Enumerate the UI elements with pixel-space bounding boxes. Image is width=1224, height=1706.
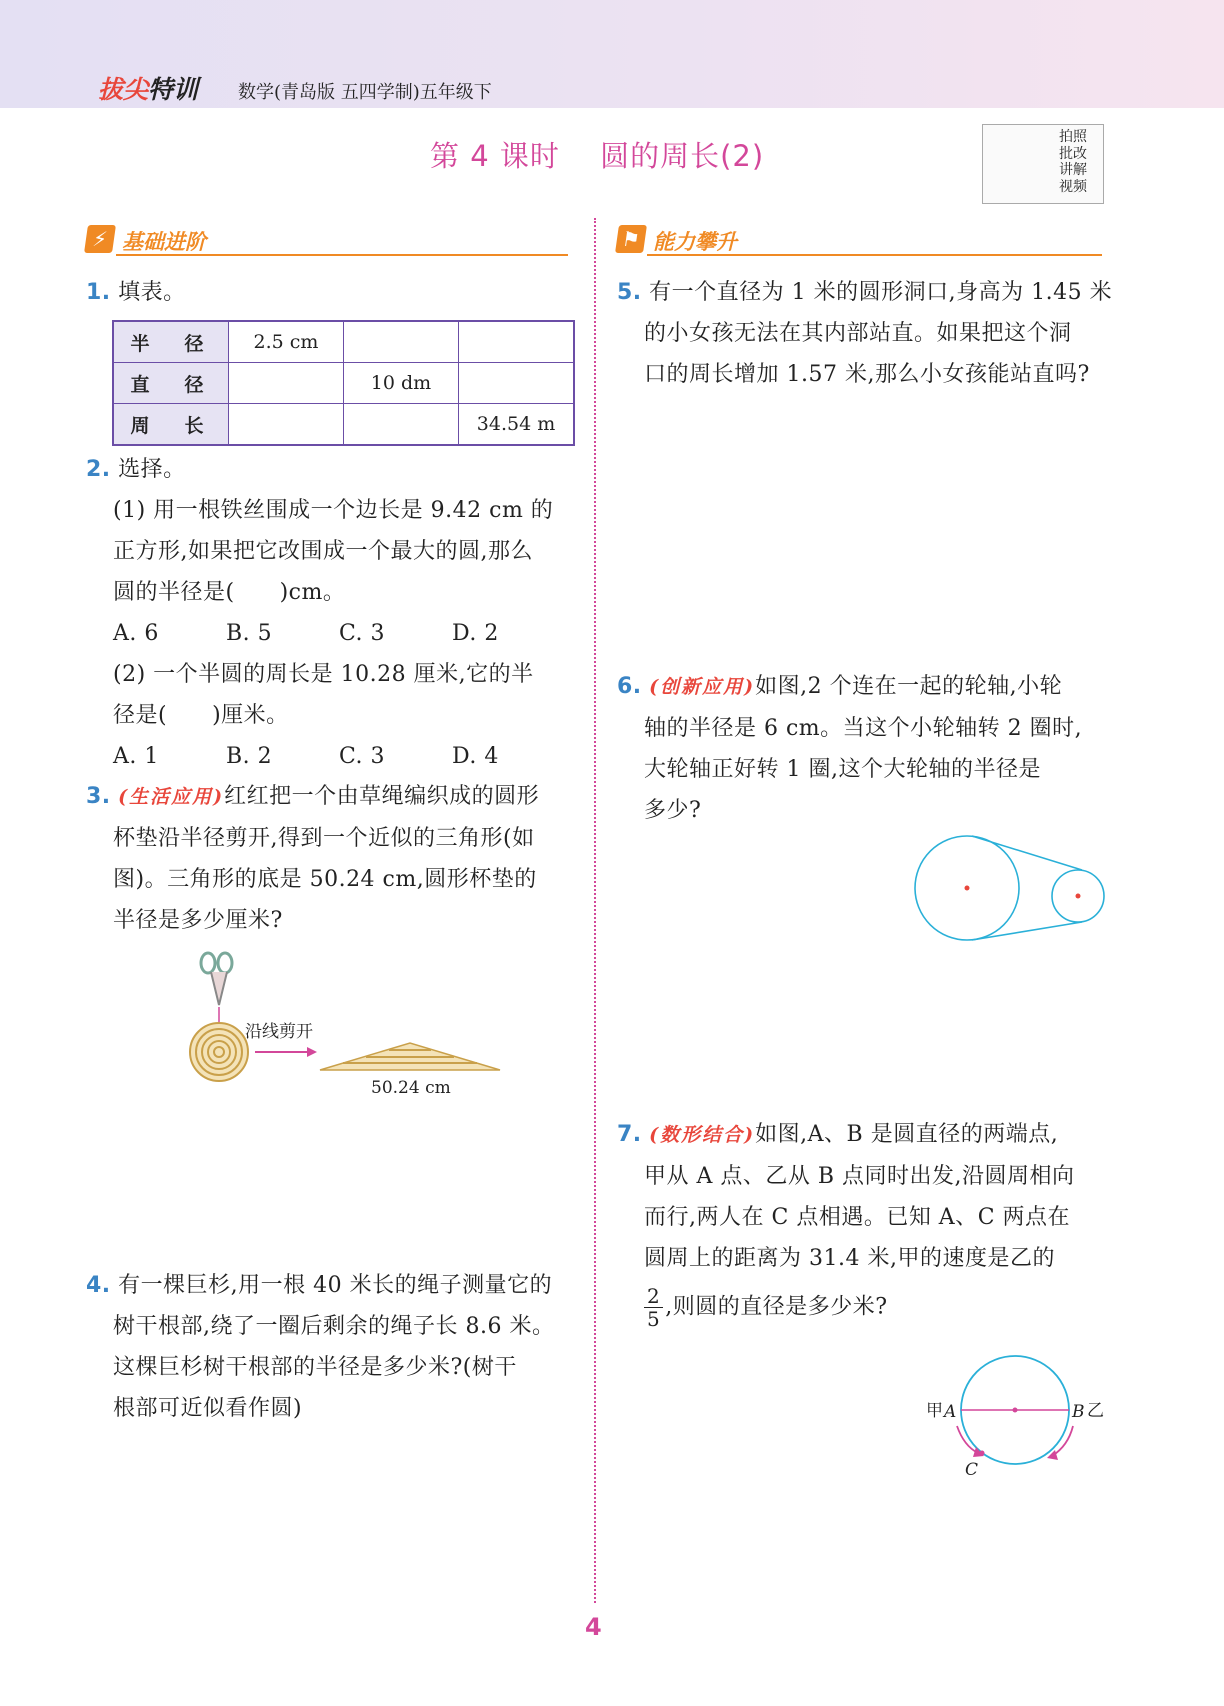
question-1	[86, 272, 576, 313]
question-number: 5.	[617, 280, 642, 305]
coaster-circle	[190, 1023, 248, 1081]
arrow-head	[307, 1047, 317, 1057]
table-cell[interactable]	[459, 363, 575, 404]
question-title: 填表。	[118, 280, 186, 305]
book-info: 数学(青岛版 五四学制)五年级下	[238, 82, 492, 103]
label-yi: 乙	[1087, 1401, 1104, 1421]
table-row	[113, 321, 574, 363]
row-header: 半 径	[113, 321, 229, 363]
question-title: 选择。	[118, 457, 186, 482]
question-text: 杯垫沿半径剪开,得到一个近似的三角形(如	[113, 826, 535, 851]
table-cell[interactable]	[229, 404, 344, 446]
runner-icon: ⚡	[84, 225, 116, 253]
question-text: 有一个直径为 1 米的圆形洞口,身高为 1.45 米	[649, 280, 1113, 305]
coaster-figure	[175, 945, 515, 1098]
fraction-denominator: 5	[647, 1307, 661, 1331]
label-c: C	[965, 1460, 979, 1480]
large-center	[965, 886, 970, 891]
section-advanced-title: 能力攀升	[653, 230, 737, 254]
question-text: 有一棵巨杉,用一根 40 米长的绳子测量它的	[118, 1273, 553, 1298]
qr-code-box[interactable]	[982, 124, 1104, 204]
question-text: 甲从 A 点、乙从 B 点同时出发,沿圆周相向	[644, 1164, 1075, 1189]
fill-table	[112, 320, 575, 446]
table-cell[interactable]: 10 dm	[344, 363, 459, 404]
option[interactable]: C. 3	[339, 744, 386, 769]
question-text: 如图,2 个连在一起的轮轴,小轮	[755, 674, 1063, 699]
question-number: 6.	[617, 674, 642, 699]
label-a: A	[944, 1402, 957, 1422]
table-row	[113, 404, 574, 446]
options-row	[86, 736, 586, 777]
label-b: B	[1072, 1402, 1085, 1422]
wheel-axle-figure	[910, 828, 1110, 948]
question-7	[617, 1114, 1117, 1330]
question-text: 如图,A、B 是圆直径的两端点,	[755, 1122, 1059, 1147]
question-text: 这棵巨杉树干根部的半径是多少米?(树干	[113, 1355, 517, 1380]
question-number: 3.	[86, 784, 111, 809]
table-cell[interactable]	[229, 363, 344, 404]
question-text: 红红把一个由草绳编织成的圆形	[224, 784, 540, 809]
belt-top	[972, 836, 1082, 870]
brand-red: 拔尖	[98, 75, 149, 104]
question-text: 半径是多少厘米?	[113, 908, 283, 933]
small-center	[1076, 894, 1081, 899]
cut-label: 沿线剪开	[245, 1022, 313, 1042]
fraction	[644, 1285, 663, 1330]
point-c	[980, 1451, 985, 1456]
table-row	[113, 363, 574, 404]
column-divider	[594, 218, 596, 1603]
option[interactable]: C. 3	[339, 621, 386, 646]
sub-question-text: 径是( )厘米。	[113, 703, 289, 728]
option[interactable]: D. 2	[452, 621, 499, 646]
table-cell[interactable]	[459, 321, 575, 363]
lesson-title: 第 4 课时 圆的周长(2)	[430, 139, 765, 173]
question-text: 多少?	[644, 798, 702, 823]
table-cell[interactable]	[344, 321, 459, 363]
question-text: 圆周上的距离为 31.4 米,甲的速度是乙的	[644, 1246, 1055, 1271]
base-label: 50.24 cm	[371, 1078, 451, 1098]
option[interactable]: A. 6	[113, 621, 159, 646]
question-text: 轴的半径是 6 cm。当这个小轮轴转 2 圈时,	[644, 716, 1083, 741]
question-text: 的小女孩无法在其内部站直。如果把这个洞	[644, 321, 1072, 346]
question-text: 大轮轴正好转 1 圈,这个大轮轴的半径是	[644, 757, 1041, 782]
option[interactable]: D. 4	[452, 744, 499, 769]
question-tag: (生活应用)	[118, 786, 225, 808]
sub-question-text: 圆的半径是( )cm。	[113, 580, 346, 605]
sub-question-text: (2) 一个半圆的周长是 10.28 厘米,它的半	[113, 662, 534, 687]
option[interactable]: A. 1	[113, 744, 159, 769]
qr-label: 拍照批改讲解视频	[1059, 129, 1087, 195]
question-tag: (数形结合)	[649, 1124, 756, 1146]
option[interactable]: B. 5	[226, 621, 273, 646]
question-text-fraction-line	[617, 1285, 1117, 1330]
question-number: 7.	[617, 1122, 642, 1147]
center-dot	[1013, 1408, 1018, 1413]
table-cell[interactable]: 34.54 m	[459, 404, 575, 446]
page-number: 4	[585, 1613, 602, 1641]
question-text: 口的周长增加 1.57 米,那么小女孩能站直吗?	[644, 362, 1090, 387]
brand-logo	[98, 70, 198, 106]
question-5	[617, 272, 1117, 395]
section-advanced	[617, 222, 1102, 256]
circle-diameter-figure	[920, 1350, 1104, 1480]
question-text: 图)。三角形的底是 50.24 cm,圆形杯垫的	[113, 867, 537, 892]
table-cell[interactable]	[344, 404, 459, 446]
question-tag: (创新应用)	[649, 676, 756, 698]
section-basic-title: 基础进阶	[122, 230, 206, 254]
row-header: 周 长	[113, 404, 229, 446]
options-row	[86, 613, 586, 654]
row-header: 直 径	[113, 363, 229, 404]
sub-question-text: (1) 用一根铁丝围成一个边长是 9.42 cm 的	[113, 498, 554, 523]
question-number: 1.	[86, 280, 111, 305]
question-text: 根部可近似看作圆)	[113, 1396, 303, 1421]
climber-icon: ⚑	[615, 225, 647, 253]
question-4	[86, 1265, 586, 1429]
sub-question-text: 正方形,如果把它改围成一个最大的圆,那么	[113, 539, 533, 564]
brand-black: 特训	[148, 75, 199, 104]
label-jia: 甲	[926, 1401, 943, 1421]
fraction-numerator: 2	[644, 1285, 663, 1308]
belt-bottom	[972, 922, 1082, 940]
section-underline	[116, 254, 568, 256]
question-text: 树干根部,绕了一圈后剩余的绳子长 8.6 米。	[113, 1314, 555, 1339]
question-text: 而行,两人在 C 点相遇。已知 A、C 两点在	[644, 1205, 1071, 1230]
question-number: 4.	[86, 1273, 111, 1298]
arrow-a-to-c	[957, 1426, 978, 1453]
question-2	[86, 449, 586, 777]
section-underline	[647, 254, 1102, 256]
section-basic	[86, 222, 568, 256]
question-3	[86, 776, 586, 941]
question-text: ,则圆的直径是多少米?	[665, 1294, 888, 1320]
question-6	[617, 666, 1117, 831]
table-cell[interactable]: 2.5 cm	[229, 321, 344, 363]
triangle-shape	[320, 1043, 500, 1070]
option[interactable]: B. 2	[226, 744, 273, 769]
question-number: 2.	[86, 457, 111, 482]
